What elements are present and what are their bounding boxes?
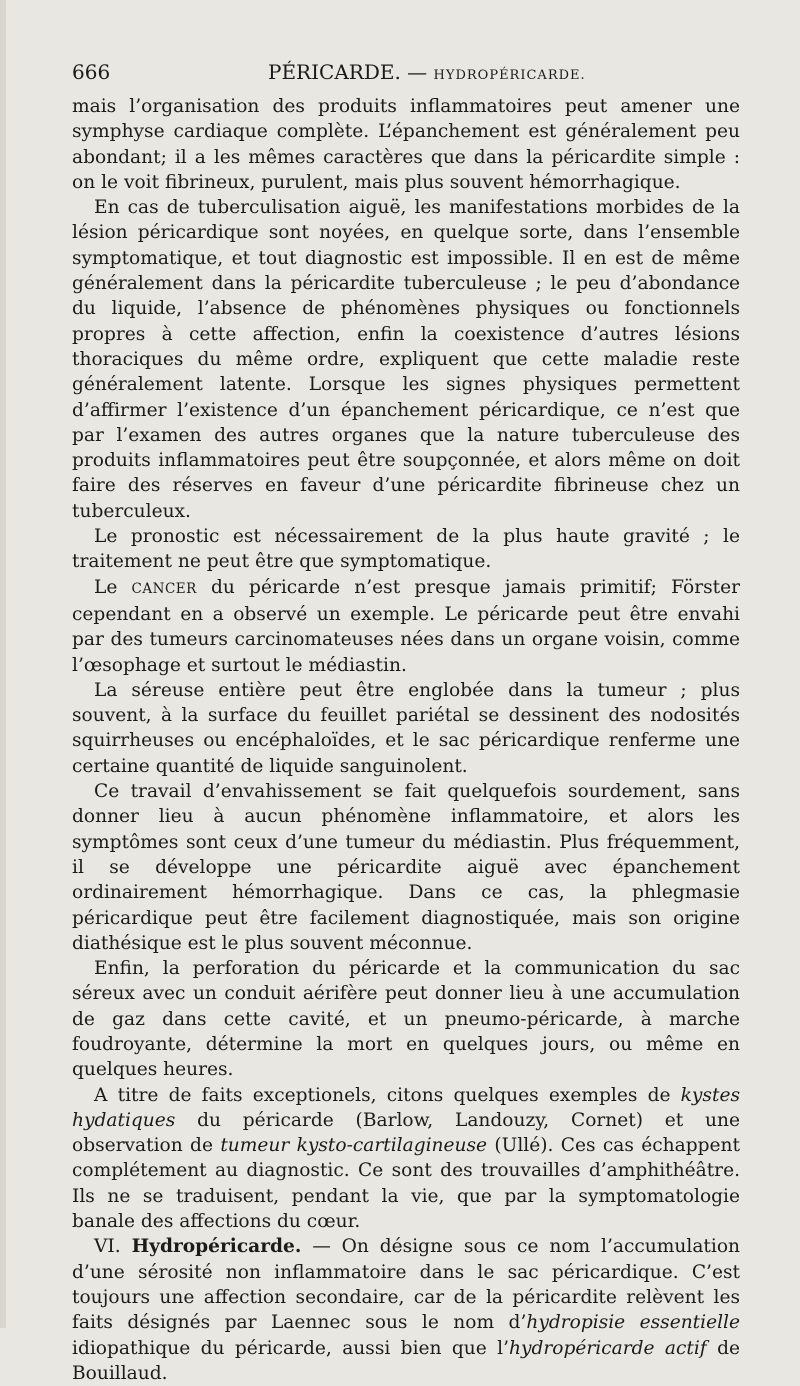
paragraph-3: Le pronostic est nécessairement de la plus haute gravité ; le traitement ne peut être que symptomatique.	[72, 526, 740, 573]
paragraph-1: mais l’organisation des produits inflammatoires peut amener une symphyse cardiaque complète. L’épanchement est généralement peu abondant; il a les mêmes caractères que dans la péricardite simple : on le voit fibrineux, purulent, mais plus souvent hémorrhagique.	[72, 96, 740, 193]
running-title-sub: HYDROPÉRICARDE.	[433, 68, 586, 83]
paragraph-4	[72, 575, 740, 678]
p9-a: — On désigne sous ce nom l’accumulation d’une sérosité non inflammatoire dans le sac péricardique. C’est toujours une affection secondaire, car de la péricardite relèvent les faits désignés par Laennec sous le nom d’	[72, 1236, 741, 1334]
paragraph-6: Ce travail d’envahissement se fait quelquefois sourdement, sans donner lieu à aucun phénomène inflammatoire, et alors les symptômes sont ceux d’une tumeur du médiastin. Plus fréquemment, il se développe une péricardite aiguë avec épanchement ordinairement hémorrhagique. Dans ce cas, la phlegmasie péricardique peut être facilement diagnostiquée, mais son origine diathésique est le plus souvent méconnue.	[72, 781, 740, 954]
running-title-main: PÉRICARDE.	[268, 60, 401, 84]
page-edge-shadow	[0, 0, 6, 1328]
section-number: VI.	[94, 1236, 132, 1258]
p8-e: (Ullé). Ces cas échappent complétement au diagnostic. Ce sont des trouvailles d’amphithéâtre. Ils ne se traduisent, pendant la vie, que par la symptomatologie banale des affections du cœur.	[72, 1135, 740, 1233]
running-header	[72, 60, 740, 88]
paragraph-2: En cas de tuberculisation aiguë, les manifestations morbides de la lésion péricardique sont noyées, en quelque sorte, dans l’ensemble symptomatique, et tout diagnostic est impossible. Il en est de même généralement dans la péricardite tuberculeuse ; le peu d’abondance du liquide, l’absence de phénomènes physiques ou fonctionnels propres à cette affection, enfin la coexistence d’autres lésions thoraciques du même ordre, expliquent que cette maladie reste généralement latente. Lorsque les signes physiques permettent d’affirmer l’existence d’un épanchement péricardique, ce n’est que par l’examen des autres organes que la nature tuberculeuse des produits inflammatoires peut être soupçonnée, et alors même on doit faire des réserves en faveur d’une péricardite fibrineuse chez un tuberculeux.	[72, 197, 740, 522]
page-number: 666	[72, 60, 111, 84]
p9-c: idiopathique du péricarde, aussi bien que l’	[72, 1337, 510, 1359]
p8-c: du péricarde (Barlow, Landouzy, Cornet) et une observation de	[72, 1109, 740, 1157]
p8-tumeur-term: tumeur kysto-cartilagineuse	[220, 1135, 488, 1157]
paragraph-9	[72, 1234, 740, 1386]
paragraph-5: La séreuse entière peut être englobée dans la tumeur ; plus souvent, à la surface du feuillet pariétal se dessinent des nodosités squirrheuses ou encéphaloïdes, et le sac péricardique renferme une certaine quantité de liquide sanguinolent.	[72, 679, 740, 777]
paragraph-7: Enfin, la perforation du péricarde et la communication du sac séreux avec un conduit aérifère peut donner lieu à une accumulation de gaz dans cette cavité, et un pneumo-péricarde, à marche foudroyante, détermine la mort en quelques jours, ou même en quelques heures.	[72, 958, 740, 1081]
p8-a: A titre de faits exceptionels, citons quelques exemples de	[94, 1084, 681, 1106]
running-title	[268, 60, 586, 84]
p9-hydropisie-term: hydropisie essentielle	[526, 1312, 740, 1334]
p9-hydropericarde-term: hydropéricarde actif	[509, 1337, 707, 1359]
p4-lead: Le	[94, 576, 132, 598]
p8-kystes-term: kystes hydatiques	[72, 1084, 740, 1131]
p9-e: de Bouillaud.	[72, 1337, 740, 1384]
p4-rest: du péricarde n’est presque jamais primitif; Förster cependant en a observé un exemple. Le péricarde peut être envahi par des tumeurs carcinomateuses nées dans un organe voisin, comme l’œsophage et surtout le médiastin.	[72, 576, 740, 676]
paragraph-8	[72, 1083, 740, 1235]
section-heading: Hydropéricarde.	[131, 1236, 302, 1258]
text-body	[72, 94, 740, 1386]
running-title-separator: —	[400, 60, 434, 84]
p4-cancer-term: CANCER	[131, 580, 197, 597]
